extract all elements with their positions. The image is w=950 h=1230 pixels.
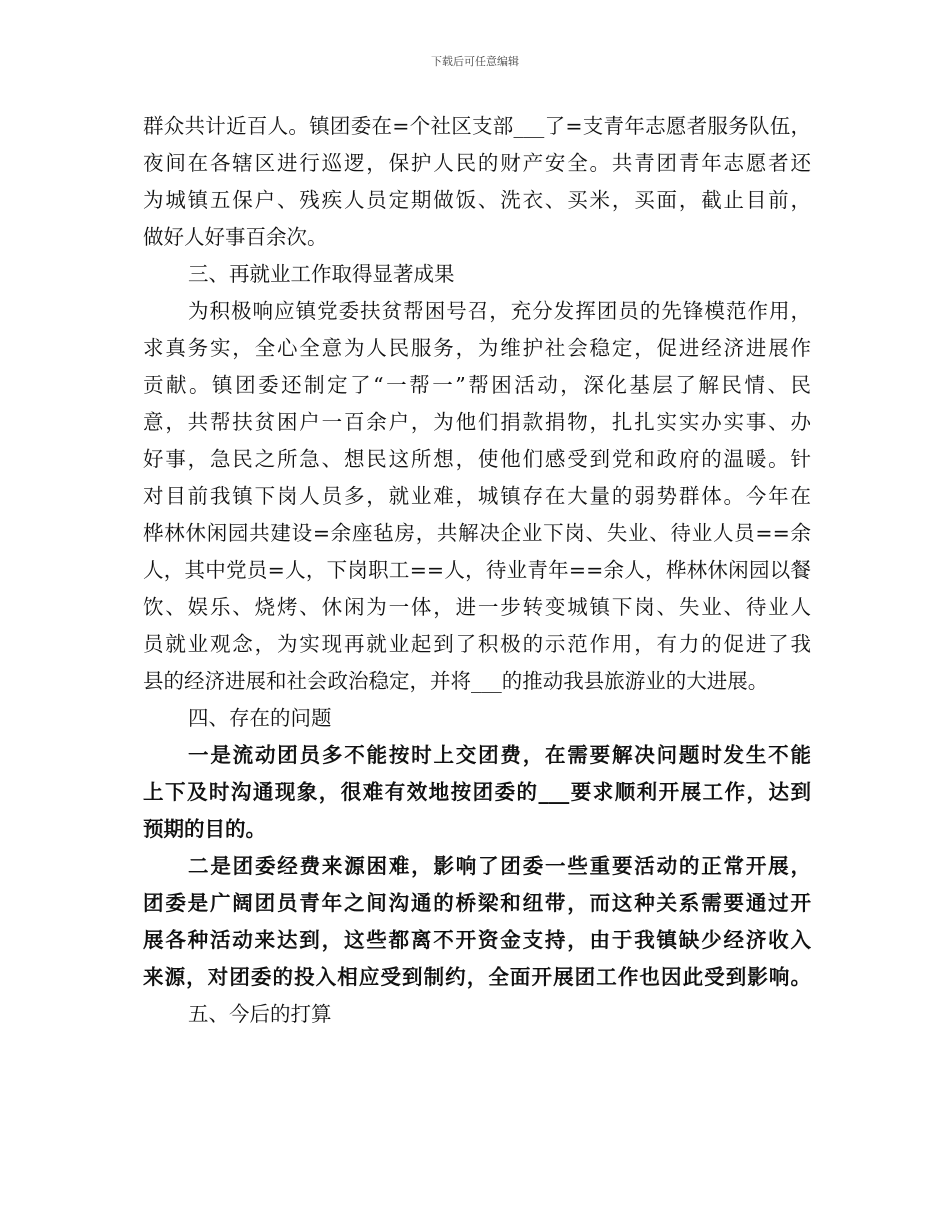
text-line: 团委是广阔团员青年之间沟通的桥梁和纽带，而这种关系需要通过开: [143, 891, 811, 915]
text-line: 桦林休闲园共建设=余座毡房，共解决企业下岗、失业、待业人员==余: [143, 521, 811, 545]
text-line: 求真务实，全心全意为人民服务，为维护社会稳定，促进经济进展作: [143, 336, 811, 360]
text-line: 意，共帮扶贫困户一百余户，为他们捐款捐物，扎扎实实办实事、办: [143, 410, 811, 434]
text-line: 为积极响应镇党委扶贫帮困号召，充分发挥团员的先锋模范作用，: [188, 299, 811, 323]
section-heading: 五、今后的打算: [188, 1002, 332, 1026]
text-line: 贡献。镇团委还制定了“一帮一”帮困活动，深化基层了解民情、民: [143, 373, 811, 397]
text-line: 员就业观念，为实现再就业起到了积极的示范作用，有力的促进了我: [143, 632, 811, 656]
text-line: 为城镇五保户、残疾人员定期做饭、洗衣、买米，买面，截止目前，: [143, 188, 811, 212]
text-line: 展各种活动来达到，这些都离不开资金支持，由于我镇缺少经济收入: [143, 928, 811, 952]
section-heading: 三、再就业工作取得显著成果: [188, 262, 455, 286]
text-line: 好事，急民之所急、想民这所想，使他们感受到党和政府的温暖。针: [143, 447, 811, 471]
text-line: 来源，对团委的投入相应受到制约，全面开展团工作也因此受到影响。: [143, 965, 811, 989]
page-header: 下载后可任意编辑: [431, 55, 519, 68]
section-heading: 四、存在的问题: [188, 706, 332, 730]
text-line: 二是团委经费来源困难，影响了团委一些重要活动的正常开展，: [188, 854, 811, 878]
text-line: 上下及时沟通现象，很难有效地按团委的___要求顺利开展工作，达到: [143, 780, 811, 804]
text-line: 预期的目的。: [143, 817, 266, 841]
text-line: 饮、娱乐、烧烤、休闲为一体，进一步转变城镇下岗、失业、待业人: [143, 595, 811, 619]
text-line: 群众共计近百人。镇团委在=个社区支部___了=支青年志愿者服务队伍，: [143, 114, 811, 138]
text-line: 做好人好事百余次。: [143, 225, 328, 249]
text-line: 对目前我镇下岗人员多，就业难，城镇存在大量的弱势群体。今年在: [143, 484, 811, 508]
text-line: 县的经济进展和社会政治稳定，并将___的推动我县旅游业的大进展。: [143, 669, 769, 693]
text-line: 夜间在各辖区进行巡逻，保护人民的财产安全。共青团青年志愿者还: [143, 151, 811, 175]
text-line: 一是流动团员多不能按时上交团费，在需要解决问题时发生不能: [188, 743, 811, 767]
document-body: [143, 108, 811, 1033]
text-line: 人，其中党员=人，下岗职工==人，待业青年==余人，桦林休闲园以餐: [143, 558, 811, 582]
